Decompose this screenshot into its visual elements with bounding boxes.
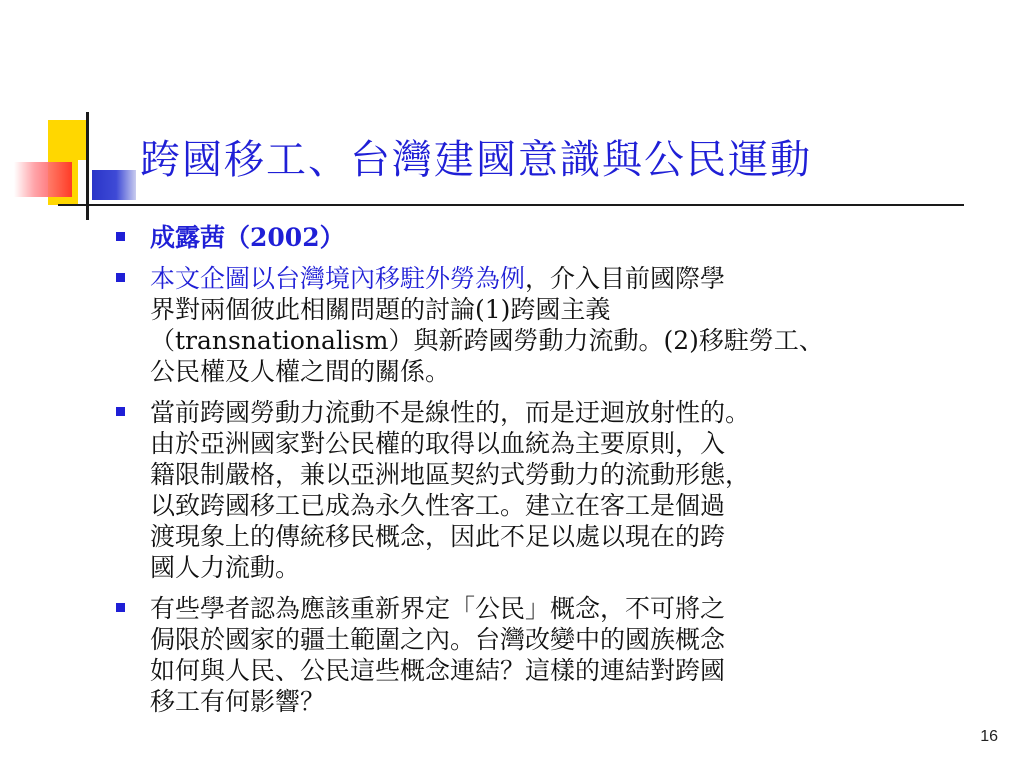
bullet-marker <box>116 407 125 416</box>
purpose-line-2: 界對兩個彼此相關問題的討論(1)跨國主義 <box>150 295 611 324</box>
citizenship-line-3: 如何與人民、公民這些概念連結？這樣的連結對跨國 <box>150 656 726 685</box>
citizenship-line-1: 有些學者認為應該重新界定「公民」概念，不可將之 <box>150 594 726 623</box>
purpose-highlight: 本文企圖以台灣境內移駐外勞為例 <box>150 264 526 293</box>
slide-title: 跨國移工、台灣建國意識與公民運動 <box>140 137 812 183</box>
red-gradient-square <box>14 162 72 197</box>
migration-line-1: 當前跨國勞動力流動不是線性的，而是迂迴放射性的。 <box>150 398 751 427</box>
bullet-item-citizenship <box>110 593 1000 717</box>
migration-line-5: 渡現象上的傳統移民概念，因此不足以處以現在的跨 <box>150 522 726 551</box>
bullet-marker <box>116 232 125 241</box>
bullet-item-purpose <box>110 263 1000 387</box>
title-decoration <box>0 0 140 230</box>
migration-line-4: 以致跨國移工已成為永久性客工。建立在客工是個過 <box>150 491 726 520</box>
purpose-line-4: 公民權及人權之間的關係。 <box>150 357 451 386</box>
migration-line-6: 國人力流動。 <box>150 553 301 582</box>
bullet-marker <box>116 273 125 282</box>
bullet-marker <box>116 603 125 612</box>
citizenship-line-4: 移工有何影響？ <box>150 687 326 716</box>
citation-author: 成露茜 <box>150 223 226 252</box>
bullet-item-migration <box>110 397 1000 583</box>
migration-line-2: 由於亞洲國家對公民權的取得以血統為主要原則，入 <box>150 429 726 458</box>
title-underline <box>58 204 964 206</box>
migration-line-3: 籍限制嚴格，兼以亞洲地區契約式勞動力的流動形態， <box>150 460 751 489</box>
bullet-list <box>110 222 1000 727</box>
citizenship-line-2: 侷限於國家的疆土範圍之內。台灣改變中的國族概念 <box>150 625 726 654</box>
purpose-line-3: （transnationalism）與新跨國勞動力流動。(2)移駐勞工、 <box>150 326 824 355</box>
blue-square <box>92 170 136 200</box>
citation-year: （2002） <box>225 223 345 252</box>
purpose-line-1: ，介入目前國際學 <box>525 264 726 293</box>
bullet-item-citation <box>110 222 1000 253</box>
page-number: 16 <box>980 728 998 745</box>
